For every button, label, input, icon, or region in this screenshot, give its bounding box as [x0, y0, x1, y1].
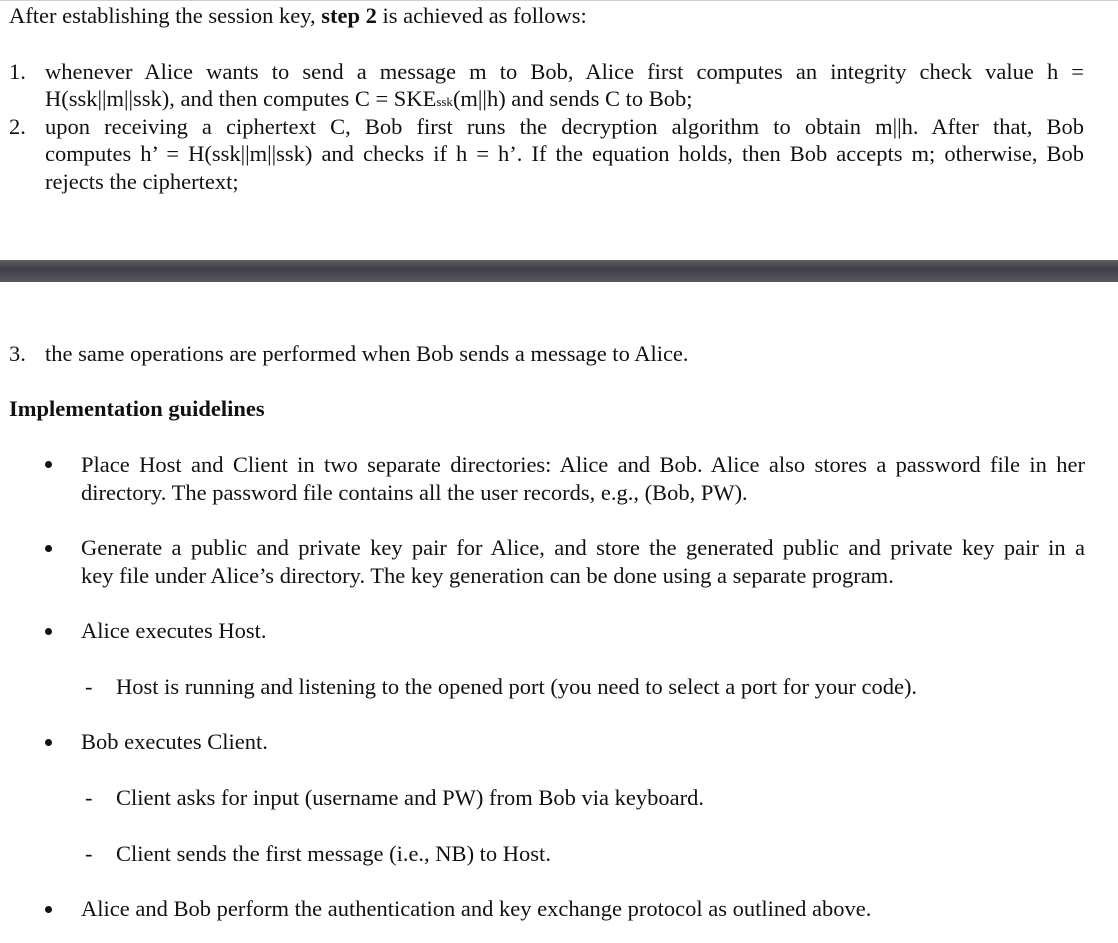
step-number: 2.: [9, 114, 26, 139]
guideline-4-sub-1: Client asks for input (username and PW) from Bob via keyboard.: [116, 785, 704, 810]
step-1-line-2b: (m||h) and sends C to Bob;: [452, 86, 693, 111]
intro-post: is achieved as follows:: [376, 3, 587, 28]
intro-pre: After establishing the session key,: [9, 3, 322, 28]
step-1-line-2: [45, 85, 693, 116]
step-1-line-1: whenever Alice wants to send a message m to Bob, Alice first computes an integrity check value h =: [45, 59, 1084, 84]
dash-marker: -: [85, 674, 93, 699]
intro-bold: step 2: [321, 3, 377, 28]
bullet-icon: [45, 739, 52, 746]
guideline-1-line-1: Place Host and Client in two separate directories: Alice and Bob. Alice also stores a password file in her: [81, 452, 1085, 477]
guideline-1-line-2: directory. The password file contains all the user records, e.g., (Bob, PW).: [81, 480, 748, 505]
guideline-5-text: Alice and Bob perform the authentication and key exchange protocol as outlined above.: [81, 896, 872, 921]
bullet-icon: [45, 628, 52, 635]
step-number: 3.: [9, 341, 26, 366]
guideline-3-text: Alice executes Host.: [81, 618, 267, 643]
step-2-line-2: computes h’ = H(ssk||m||ssk) and checks if h = h’. If the equation holds, then Bob accepts m; otherwise, Bob: [45, 141, 1084, 166]
step-2-line-1: upon receiving a ciphertext C, Bob first runs the decryption algorithm to obtain m||h. After that, Bob: [45, 114, 1084, 139]
bullet-icon: [45, 461, 52, 468]
guideline-2-line-2: key file under Alice’s directory. The key generation can be done using a separate program.: [81, 563, 894, 588]
bullet-icon: [45, 906, 52, 913]
dash-marker: -: [85, 785, 93, 810]
dash-marker: -: [85, 841, 93, 866]
section-heading: [9, 395, 265, 423]
intro-text: [9, 2, 587, 30]
step-2-line-3: rejects the ciphertext;: [45, 169, 239, 194]
step-number: 1.: [9, 59, 26, 84]
step-1-line-2a: H(ssk||m||ssk), and then computes C = SKE: [45, 86, 437, 111]
guideline-4-text: Bob executes Client.: [81, 729, 268, 754]
section-heading-text: Implementation guidelines: [9, 396, 265, 421]
guideline-4-sub-2: Client sends the first message (i.e., NB) to Host.: [116, 841, 551, 866]
guideline-2-line-1: Generate a public and private key pair for Alice, and store the generated public and private key pair in a: [81, 535, 1085, 560]
guideline-3-sub-1: Host is running and listening to the opened port (you need to select a port for your code).: [116, 674, 918, 699]
top-border: [0, 0, 1118, 1]
step-3-line-1: the same operations are performed when Bob sends a message to Alice.: [45, 341, 689, 366]
ssk-subscript: ssk: [436, 94, 453, 109]
bullet-icon: [45, 545, 52, 552]
page-divider-bar: [0, 260, 1118, 282]
